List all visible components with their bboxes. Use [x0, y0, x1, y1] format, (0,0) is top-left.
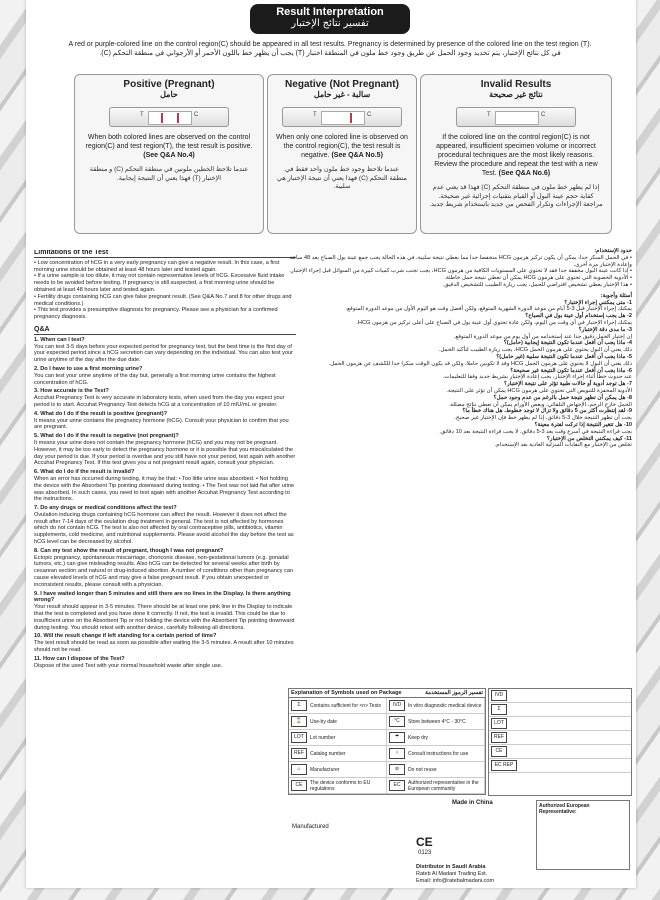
qa-answer: It means your urine contains the pregnancy hormone (hCG). Consult your physician to confirm that you are pregnant. [34, 417, 289, 431]
symbols-title-en: Explanation of Symbols used on Package [291, 690, 402, 696]
symbol-row [387, 730, 485, 746]
arabic-line: 11- كيف يمكنني التخلص من الإختبار؟ [546, 435, 632, 442]
symbol-row [387, 778, 485, 794]
symbol-row [289, 762, 387, 778]
symbol-row-ar [489, 717, 631, 731]
symbol-icon: ⊘ [389, 764, 405, 775]
qa-reference: (See Q&A No.5) [331, 152, 383, 159]
symbol-row [289, 746, 387, 762]
title-banner [250, 4, 410, 34]
qa-question: 8. Can my test show the result of pregnant, though I was not pregnant? [34, 547, 224, 554]
symbol-label: Store between 4°C - 30°C [408, 718, 466, 725]
result-description: When only one colored line is observed on the control region(C), the test result is negative. (See Q&A No.5) [276, 134, 408, 159]
symbol-icon: EC [389, 780, 405, 791]
arabic-line: الأدوية المحفزة للتبويض التي تحتوي على هرمون HCG يمكن أن تؤثر على النتيجة. [446, 387, 632, 394]
symbol-icon: REF [491, 732, 507, 743]
symbol-row [289, 698, 387, 714]
arabic-column [288, 248, 632, 678]
test-strip-invalid [456, 107, 576, 127]
symbol-icon: Σ [291, 700, 307, 711]
symbol-label: Use-by date [310, 718, 337, 725]
symbol-label: Authorized representative in the European community [408, 779, 479, 792]
qa-answer: It means your urine does not contain the pregnancy hormone (hCG) and you may not be pregnant. However, it may be too early to detect the pregnancy hormone or it is possible that you miscalculated the day your period is due. If your period is overdue and you still have not your period, test again with another Accuhat Pregnancy Test. If this test gives you a not pregnant result again, consult your physician. [34, 439, 296, 467]
symbol-label: Consult instructions for use [408, 750, 469, 757]
leaflet-sheet [26, 0, 636, 888]
symbol-row [289, 714, 387, 730]
arabic-line: إن إختبار الحمل دقيق جدا عند إستخدامه من أول يوم من موعد الدورة المتوقع. [453, 333, 632, 340]
distributor-info [416, 864, 526, 885]
control-line [177, 113, 179, 123]
result-title-ar: سالبة - غير حامل [313, 90, 371, 99]
strip-window [495, 111, 539, 125]
result-negative-box [267, 74, 417, 234]
arabic-line: 3- ما مدى دقة الإختبار؟ [578, 326, 632, 333]
result-description: If the colored line on the control region(C) is not appeared, insufficient specimen volume or incorrect procedural techniques are the most likely reasons. Review the procedure and repeat the test with a new Test. (See Q&A No.6) [434, 134, 598, 177]
arabic-line: الحمل خارج الرحم، الإجهاض التلقائي، وبعض الأورام يمكن أن تعطي نتائج مضللة. [448, 401, 632, 408]
symbol-row-ar [489, 689, 631, 703]
arabic-line: عند حدوث خطأ أثناء إجراء الإختبار، يجب إعادة الإختبار بشريط جديد وفقا للتعليمات. [442, 374, 632, 381]
test-line [161, 113, 163, 123]
result-description-ar: عندما تلاحظ وجود خط ملون واحد فقط في منطقة التحكم (C) فهذا يعني أن نتيجة الإختبار هي سلبية. [277, 166, 407, 190]
strip-label-t: T [140, 112, 144, 118]
qa-question: 10. Will the result change if left standing for a certain period of time? [34, 633, 217, 640]
symbol-row [289, 730, 387, 746]
qa-question: 4. What do I do if the result is positive (pregnant)? [34, 410, 168, 417]
intro-text [44, 40, 616, 58]
arabic-line: • إذا كانت عينة البول مخففة جدا فقد لا تحتوي على المستويات الكافية من هرمون HCG، يجب تجنب شرب كميات كبيرة من السوائل قبل إجراء الإختبار. [289, 268, 632, 275]
strip-label-t: T [487, 112, 491, 118]
arabic-line: 10- هل تتغير النتيجة إذا تركت لفترة معينة؟ [534, 421, 632, 428]
qa-reference: (See Q&A No.4) [143, 152, 195, 159]
result-description-ar: عندما تلاحظ الخطين ملونين في منطقة التحكم (C) و منطقة الإختبار (T) فهذا يعني أن النتيجة إيجابية. [89, 166, 249, 182]
symbol-icon: i [389, 748, 405, 759]
ec-rep-title: Authorized European Representative: [539, 803, 590, 816]
result-title-ar: حامل [160, 90, 178, 99]
qa-answer: Accuhat Pregnancy Test is very accurate in laboratory tests, when used from the day you expect your period is to start. Accuhat Pregnancy Test detects hCG at a concentration of 10 mIU/mL or greater. [34, 395, 285, 408]
symbol-icon: REF [291, 748, 307, 759]
arabic-line: 2- هل يجب إستخدام أول عينة بول في الصباح؟ [525, 313, 632, 320]
title-ar: تفسير نتائج الإختبار [291, 18, 369, 29]
result-title: Positive (Pregnant) [123, 79, 215, 90]
symbol-icon: ⌛ [291, 716, 307, 727]
symbol-row-ar [489, 759, 631, 773]
strip-window [321, 111, 365, 125]
qa-question: 3. How accurate is the Test? [34, 388, 109, 395]
arabic-line: ذلك يعني أن البول لا يحتوي على هرمون الحمل HCG وقد لا تكونين حاملا، ولكن قد يكون الوقت مبكرا جدا للكشف عن هرمون الحمل. [328, 360, 632, 367]
qa-answer: Your result should appear in 3-5 minutes. There should be at least one pink line in the Display to indicate that the test is completed and you have done it correctly. If not, the test is invalid. This could be due to insufficient urine on the Absorbent Tip or not holding the device with the Absorbent Tip pointing downward during testing. You should retest with another device, carefully following all directions. [34, 604, 295, 631]
result-title-ar: نتائج غير صحيحة [489, 90, 543, 99]
result-title: Invalid Results [480, 79, 552, 90]
limitation-item: • This test provides a presumptive diagnosis for pregnancy. Please see a physician for a confirmed pregnancy diagnosis. [34, 307, 278, 321]
made-in-label: Made in China [452, 800, 493, 806]
symbol-icon: IVD [389, 700, 405, 711]
strip-label-c: C [194, 112, 199, 118]
strip-window [148, 111, 192, 125]
qa-answer: You can test your urine anytime of the day but, generally a first morning urine contains the highest concentration of hCG. [34, 372, 276, 386]
symbol-icon: Σ [491, 704, 507, 715]
test-strip-negative [282, 107, 402, 127]
symbol-icon: CE [491, 746, 507, 757]
symbol-label: Contains sufficient for <n> Tests [310, 702, 381, 709]
arabic-line: تخلص من الإختبار مع النفايات المنزلية العادية بعد الإستخدام. [494, 442, 632, 449]
strip-label-c: C [541, 112, 546, 118]
ce-number: 0123 [418, 850, 432, 856]
symbol-row-ar [489, 745, 631, 759]
ce-mark-icon: CE [416, 835, 433, 849]
symbol-icon: EC REP [491, 760, 517, 771]
symbol-label: Keep dry [408, 734, 429, 741]
arabic-line: 5- ماذا يجب أن أفعل عندما تكون النتيجة سلبية (غير حامل)؟ [496, 353, 632, 360]
symbol-icon: ☂ [389, 732, 405, 743]
symbol-icon: ⌂ [291, 764, 307, 775]
symbol-label: Catalog number [310, 750, 346, 757]
test-strip-positive [109, 107, 229, 127]
strip-label-c: C [367, 112, 372, 118]
symbol-label: In vitro diagnostic medical device [408, 702, 482, 709]
qa-answer: Dispose of the used Test with your normal household waste after single use. [34, 662, 223, 669]
qa-answer: The test result should be read as soon as possible after waiting the 3-5 minutes. A result after 10 minutes should not be read. [34, 640, 294, 654]
arabic-line: • في الحمل المبكر جدا، يمكن أن يكون تركيز هرمون HCG منخفضا جدا مما يعطي نتيجة سلبية، في هذه الحالة يجب جمع عينة بول الصباح بعد 48 ساعة وإعادة الإختبار مرة أخرى. [289, 254, 632, 268]
symbol-icon: IVD [491, 690, 507, 701]
symbols-table [288, 688, 486, 795]
limitations-title: Limitations of the Test [34, 250, 296, 258]
symbol-row [289, 778, 387, 794]
arabic-line: 1- متى يمكنني إجراء الإختبار؟ [564, 299, 632, 306]
limitation-item: • Fertility drugs containing hCG can give false pregnant result. (See Q&A No.7 and 8 for other drugs and medical conditions.) [34, 293, 292, 307]
intro-ar: في كل نتائج الإختبار، يتم تحديد وجود الحمل عن طريق وجود خط ملون في المنطقة اختبار (T) يجب أن يظهر خط باللون الأحمر أو الأرجواني في منطقة التحكم (C). [99, 50, 561, 57]
limitation-item: • Low concentration of hCG in a very early pregnancy can give a negative result. In this case, a first morning urine should be obtained at least 48 hours later and tested again. [34, 259, 280, 273]
symbol-icon: CE [291, 780, 307, 791]
symbol-row-ar [489, 703, 631, 717]
qa-question: 7. Do any drugs or medical conditions affect the test? [34, 505, 177, 512]
qa-answer: When an error has occurred during testing, it may be that: • Too little urine was absorbed. • Not holding the device with the Absorbent Tip pointing downward during testing. • The Test was not laid flat after urine was absorbed. In such cases, you need to test again with another Accuhat Pregnancy Test according to the instructions. [34, 475, 295, 503]
result-positive-box [74, 74, 264, 234]
arabic-line: يمكنك إجراء الإختبار في أي وقت من اليوم، ولكن عادة تحتوي أول عينة بول في الصباح على أعلى تركيز من هرمون HCG. [356, 319, 632, 326]
symbols-title-ar: تفسير الرموز المستخدمة [425, 690, 483, 696]
symbol-row [387, 762, 485, 778]
limitation-item: • If a urine sample is too dilute, it may not contain representative levels of hCG. Excessive fluid intake needs to be avoided before testing. If pregnancy is still suspected, a first morning urine should be obtained at least 48 hours later and tested again. [34, 273, 285, 293]
symbol-label: Do not reuse [408, 766, 437, 773]
qa-question: 5. What do I do if the result is negative (not pregnant)? [34, 433, 179, 440]
ec-rep-box [536, 800, 630, 870]
result-description: When both colored lines are observed on the control region(C) and test region(T), the test result is positive. (See Q&A No.4) [85, 134, 253, 159]
intro-en: A red or purple-colored line on the control region(C) should be appeared in all test results. Pregnancy is determined by presence of the colored line on the test region (T). [68, 41, 592, 48]
symbol-row [387, 714, 485, 730]
result-description-ar: إذا لم يظهر خط ملون في منطقة التحكم (C) فهذا قد يعني عدم كفاية حجم عينة البول أو القيام بتقنيات إجرائية غير صحيحة. مراجعة الإجراءات وتكرار الفحص من جديد باستخدام شريط جديد. [429, 184, 603, 208]
qa-answer: Ectopic pregnancy, spontaneous miscarriage, choriconic disease, non-gestational tumors (e.g. gonadal tumors, etc.) can give misleading results. Also hCG can be detected for several weeks after birth by cesarean section and natural or drug-induced abortion. A number of conditions other than pregnancy can cause elevated levels of hCG and may give a false pregnant result. If you obtain unexpected or inconsistent results, please consult with a physician. [34, 554, 294, 588]
arabic-line: 4- ماذا يجب أن أفعل عندما تكون النتيجة إيجابية (حامل)؟ [503, 340, 632, 347]
symbols-header [289, 689, 485, 698]
symbol-row [387, 698, 485, 714]
result-invalid-box [420, 74, 612, 234]
symbol-label: Manufacturer [310, 766, 340, 773]
arabic-line: يجب قراءة النتيجة في أسرع وقت بعد 3-5 دقائق، لا يجب قراءة النتيجة بعد 10 دقائق. [439, 428, 632, 435]
arabic-line: ذلك يعني أن البول يحتوي على هرمون الحمل HCG، يجب زيارة الطبيب لتأكيد الحمل. [438, 347, 632, 354]
distributor-line: Email: info@ratebalmadani.com [416, 878, 495, 884]
arabic-line: • الأدوية الخصوبة التي تحتوي على هرمون HCG يمكن أن تعطي نتيجة حمل خاطئة. [444, 275, 632, 282]
arabic-line: 6- ماذا يجب أن أفعل عندما تكون النتيجة غير صحيحة؟ [510, 367, 632, 374]
symbol-icon: LOT [491, 718, 507, 729]
qa-answer: You can test 3-5 days before your expected period for pregnancy test, but the best time is the first day of your expected period since a hCG secretion can vary depending on the individual. You can also test your urine anytime of the day after the due date. [34, 343, 294, 364]
arabic-line: أسئلة وأجوبة: [600, 292, 632, 299]
english-column [34, 250, 296, 882]
arabic-line: حدود الإستخدام: [594, 248, 632, 254]
symbol-label: Lot number [310, 734, 336, 741]
manufactured-label: Manufactured [292, 824, 329, 830]
strip-label-t: T [313, 112, 317, 118]
qa-question: 6. What do I do if the result is invalid? [34, 469, 135, 476]
symbol-row [387, 746, 485, 762]
arabic-line: • هذا الإختبار يعطي تشخيص افتراضي للحمل، يجب زيارة الطبيب للتشخيص الدقيق. [442, 281, 632, 288]
qa-question: 9. I have waited longer than 5 minutes and still there are no lines in the Display. Is there anything wrong? [34, 590, 291, 604]
distributor-line: Rateb Al Madani Trading Est. [416, 871, 488, 877]
qa-question: 1. When can I test? [34, 336, 85, 343]
arabic-line: 9- لقد إنتظرت أكثر من 5 دقائق ولا تزال لا توجد خطوط، هل هناك خطأ ما؟ [462, 408, 632, 415]
symbol-icon: LOT [291, 732, 307, 743]
arabic-line: 8- هل يمكن أن تظهر نتيجة حمل بالرغم من عدم وجود حمل؟ [493, 394, 632, 401]
arabic-line: يجب أن تظهر النتيجة خلال 3-5 دقائق، إذا لم يظهر خط فإن الإختبار غير صحيح. [454, 415, 632, 422]
control-line [350, 113, 352, 123]
symbols-grid [289, 698, 485, 794]
qa-question: 11. How can I dispose of the Test? [34, 655, 125, 662]
symbol-label: The device conforms to EU regulations [310, 779, 371, 792]
title-en: Result Interpretation [276, 6, 384, 18]
qa-reference: (See Q&A No.6) [498, 170, 551, 177]
distributor-title: Distributor in Saudi Arabia [416, 864, 486, 870]
symbols-arabic-table [488, 688, 632, 796]
result-title: Negative (Not Pregnant) [285, 79, 399, 90]
arabic-line: 7- هل توجد أدوية أو حالات طبية تؤثر على نتيجة الإختبار؟ [504, 381, 632, 388]
symbol-icon: °C [389, 716, 405, 727]
symbol-row-ar [489, 731, 631, 745]
arabic-line: يمكنك إجراء الإختبار قبل 3-5 أيام من موعد الدورة الشهرية المتوقع، ولكن أفضل وقت هو اليوم الأول من موعد الدورة المتوقع. [345, 306, 632, 313]
qa-question: 2. Do I have to use a first morning urine? [34, 365, 143, 372]
qa-answer: Ovulation inducing drugs containing hCG hormone can affect the result. However it does not affect the result after 7-14 days of the ovulation drug treatment in general. The test is not affected by hormones which do not contain hCG. The test is also not affected by oral contraceptive pills, antibiotics, vitamin supplements, cold medicine, and nutritional supplements. Please avoid alcohol the day before the test as hCG level can be decreased by alcohol. [34, 511, 294, 546]
qa-title: Q&A [34, 327, 296, 335]
